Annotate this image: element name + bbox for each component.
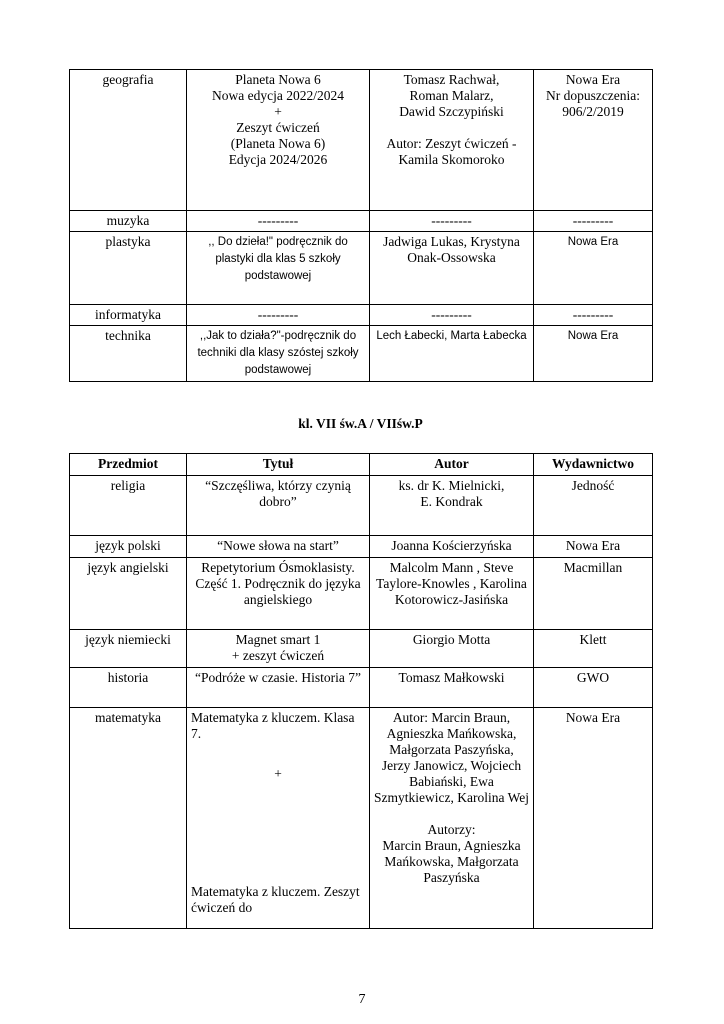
title-cell: Magnet smart 1 + zeszyt ćwiczeń bbox=[187, 630, 370, 668]
subject-cell: religia bbox=[70, 476, 187, 536]
header-subject: Przedmiot bbox=[70, 454, 187, 476]
author-cell: Lech Łabecki, Marta Łabecka bbox=[370, 326, 534, 382]
header-author: Autor bbox=[370, 454, 534, 476]
publisher-cell: Nowa Era bbox=[534, 326, 653, 382]
table-header-row bbox=[70, 454, 653, 476]
title-cell: --------- bbox=[187, 305, 370, 326]
textbook-table-grade7 bbox=[69, 453, 653, 929]
author-cell: Malcolm Mann , Steve Taylore-Knowles , Karolina Kotorowicz-Jasińska bbox=[370, 558, 534, 630]
table-row bbox=[70, 211, 653, 232]
author-cell: Joanna Kościerzyńska bbox=[370, 536, 534, 558]
publisher-cell: --------- bbox=[534, 211, 653, 232]
title-plus: + bbox=[274, 766, 282, 781]
subject-cell: muzyka bbox=[70, 211, 187, 232]
title-cell: --------- bbox=[187, 211, 370, 232]
table-row bbox=[70, 476, 653, 536]
title-part-2: Matematyka z kluczem. Zeszyt ćwiczeń do bbox=[191, 884, 360, 915]
subject-cell: język niemiecki bbox=[70, 630, 187, 668]
table-row bbox=[70, 668, 653, 708]
page-number: 7 bbox=[358, 992, 366, 1007]
table-row bbox=[70, 630, 653, 668]
subject-cell: język polski bbox=[70, 536, 187, 558]
title-part-1: Matematyka z kluczem. Klasa 7. bbox=[191, 710, 355, 741]
title-cell bbox=[187, 708, 370, 929]
subject-cell: matematyka bbox=[70, 708, 187, 929]
table-row bbox=[70, 326, 653, 382]
title-cell: “Podróże w czasie. Historia 7” bbox=[187, 668, 370, 708]
textbook-table-grade6 bbox=[69, 69, 653, 382]
subject-cell: technika bbox=[70, 326, 187, 382]
author-cell: Jadwiga Lukas, Krystyna Onak-Ossowska bbox=[370, 232, 534, 305]
publisher-cell: Nowa Era bbox=[534, 708, 653, 929]
table-row bbox=[70, 536, 653, 558]
publisher-cell: --------- bbox=[534, 305, 653, 326]
subject-cell: informatyka bbox=[70, 305, 187, 326]
table-row bbox=[70, 558, 653, 630]
author-cell: --------- bbox=[370, 305, 534, 326]
subject-cell: geografia bbox=[70, 70, 187, 211]
author-cell: --------- bbox=[370, 211, 534, 232]
publisher-cell: Klett bbox=[534, 630, 653, 668]
subject-cell: plastyka bbox=[70, 232, 187, 305]
author-cell: Tomasz Małkowski bbox=[370, 668, 534, 708]
title-cell: Repetytorium Ósmoklasisty. Część 1. Podręcznik do języka angielskiego bbox=[187, 558, 370, 630]
subject-cell: historia bbox=[70, 668, 187, 708]
title-cell: “Nowe słowa na start” bbox=[187, 536, 370, 558]
header-title: Tytuł bbox=[187, 454, 370, 476]
title-cell: “Szczęśliwa, którzy czynią dobro” bbox=[187, 476, 370, 536]
author-cell: Tomasz Rachwał, Roman Malarz, Dawid Szczypiński Autor: Zeszyt ćwiczeń - Kamila Skomoroko bbox=[370, 70, 534, 211]
section-title: kl. VII św.A / VIIśw.P bbox=[298, 416, 423, 431]
table-row bbox=[70, 232, 653, 305]
author-cell: ks. dr K. Mielnicki, E. Kondrak bbox=[370, 476, 534, 536]
publisher-cell: GWO bbox=[534, 668, 653, 708]
publisher-cell: Nowa Era bbox=[534, 536, 653, 558]
title-cell: ,, Do dzieła!" podręcznik do plastyki dla klas 5 szkoły podstawowej bbox=[187, 232, 370, 305]
author-cell: Giorgio Motta bbox=[370, 630, 534, 668]
publisher-cell: Nowa Era bbox=[534, 232, 653, 305]
subject-cell: język angielski bbox=[70, 558, 187, 630]
header-publisher: Wydawnictwo bbox=[534, 454, 653, 476]
author-cell: Autor: Marcin Braun, Agnieszka Mańkowska, Małgorzata Paszyńska, Jerzy Janowicz, Wojciech Babiański, Ewa Szmytkiewicz, Karolina Wej Autorzy: Marcin Braun, Agnieszka Mańkowska, Małgorzata Paszyńska bbox=[370, 708, 534, 929]
title-cell: Planeta Nowa 6 Nowa edycja 2022/2024 + Zeszyt ćwiczeń (Planeta Nowa 6) Edycja 2024/2026 bbox=[187, 70, 370, 211]
table-row bbox=[70, 305, 653, 326]
table-row bbox=[70, 708, 653, 929]
publisher-cell: Macmillan bbox=[534, 558, 653, 630]
table-row bbox=[70, 70, 653, 211]
publisher-cell: Jedność bbox=[534, 476, 653, 536]
title-cell: ,,Jak to działa?"-podręcznik do techniki dla klasy szóstej szkoły podstawowej bbox=[187, 326, 370, 382]
publisher-cell: Nowa Era Nr dopuszczenia: 906/2/2019 bbox=[534, 70, 653, 211]
